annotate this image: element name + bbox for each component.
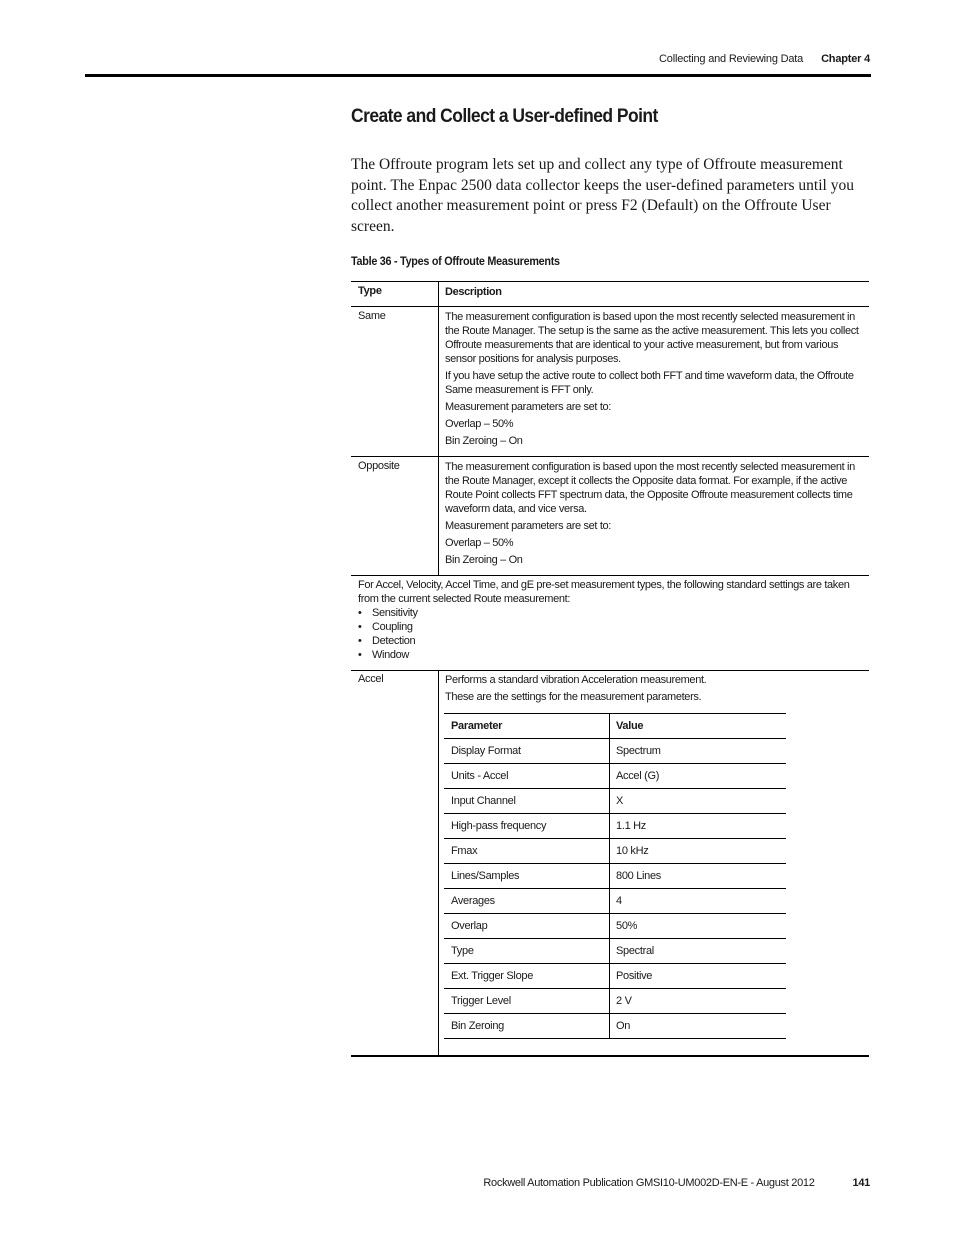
parameter-cell: Fmax: [445, 839, 610, 864]
desc-paragraph: Bin Zeroing – On: [445, 435, 523, 447]
parameter-cell: High-pass frequency: [445, 814, 610, 839]
table-row: [445, 989, 787, 1014]
column-header-description: Description: [445, 286, 502, 298]
section-title: Create and Collect a User-defined Point: [351, 106, 658, 127]
table-row: [445, 864, 787, 889]
header-rule: [85, 74, 871, 77]
parameter-cell: Units - Accel: [445, 764, 610, 789]
value-cell: Accel (G): [610, 764, 787, 789]
table-row: [445, 964, 787, 989]
parameter-cell: Lines/Samples: [445, 864, 610, 889]
row-type-same: Same: [358, 310, 386, 322]
value-cell: On: [610, 1014, 787, 1039]
table-header-rule: [351, 306, 869, 307]
column-header-type: Type: [358, 285, 382, 297]
table-row: [445, 914, 787, 939]
parameter-cell: Averages: [445, 889, 610, 914]
list-item: • Detection: [358, 634, 864, 648]
desc-paragraph: These are the settings for the measurement parameters.: [445, 691, 702, 703]
list-item: • Sensitivity: [358, 606, 864, 620]
running-header: [659, 53, 870, 65]
value-header: Value: [610, 714, 787, 739]
desc-paragraph: The measurement configuration is based upon the most recently selected measurement in the Route Manager. The setup is the same as the active measurement. This lets you collect Offroute measurements that are identical to your active measurement, but from various sensor positions for analysis purposes.: [445, 311, 859, 365]
table-header-row: [445, 714, 787, 739]
value-cell: Spectrum: [610, 739, 787, 764]
row-type-opposite: Opposite: [358, 460, 400, 472]
preset-note-text: For Accel, Velocity, Accel Time, and gE pre-set measurement types, the following standard settings are taken from the current selected Route measurement:: [358, 579, 850, 605]
row-divider: [351, 670, 869, 671]
desc-paragraph: Performs a standard vibration Acceleration measurement.: [445, 674, 707, 686]
desc-paragraph: Overlap – 50%: [445, 418, 514, 430]
row-divider: [351, 575, 869, 576]
intro-paragraph: The Offroute program lets set up and collect any type of Offroute measurement point. The Enpac 2500 data collector keeps the user-defined parameters until you collect another measurement point or press F2 (Default) on the Offroute User screen.: [351, 156, 854, 235]
desc-paragraph: Measurement parameters are set to:: [445, 401, 612, 413]
value-cell: Positive: [610, 964, 787, 989]
desc-paragraph: The measurement configuration is based upon the most recently selected measurement in the Route Manager, except it collects the Opposite data format. For example, if the active Route Point collects FFT spectrum data, the Opposite Offroute measurement collects time waveform data, and vice versa.: [445, 461, 855, 515]
parameter-cell: Ext. Trigger Slope: [445, 964, 610, 989]
row-desc-accel: [445, 673, 865, 707]
page-number: 141: [852, 1177, 870, 1189]
table-row: [445, 889, 787, 914]
accel-parameter-table: [444, 713, 786, 1039]
value-cell: 4: [610, 889, 787, 914]
value-cell: 2 V: [610, 989, 787, 1014]
parameter-cell: Input Channel: [445, 789, 610, 814]
preset-note: [358, 578, 864, 662]
row-divider: [351, 456, 869, 457]
table-row: [445, 739, 787, 764]
row-desc-same: [445, 310, 865, 451]
value-cell: 1.1 Hz: [610, 814, 787, 839]
value-cell: Spectral: [610, 939, 787, 964]
preset-settings-list: [358, 606, 864, 662]
desc-paragraph: If you have setup the active route to collect both FFT and time waveform data, the Offroute Same measurement is FFT only.: [445, 370, 854, 396]
table-row: [445, 1014, 787, 1039]
desc-paragraph: Overlap – 50%: [445, 537, 514, 549]
parameter-cell: Trigger Level: [445, 989, 610, 1014]
value-cell: 800 Lines: [610, 864, 787, 889]
list-item: • Coupling: [358, 620, 864, 634]
parameter-cell: Type: [445, 939, 610, 964]
table-row: [445, 764, 787, 789]
running-header-chapter: Chapter 4: [821, 53, 870, 65]
value-cell: 50%: [610, 914, 787, 939]
parameter-cell: Display Format: [445, 739, 610, 764]
column-divider: [438, 281, 439, 575]
table-row: [445, 789, 787, 814]
parameter-cell: Bin Zeroing: [445, 1014, 610, 1039]
parameter-cell: Overlap: [445, 914, 610, 939]
running-header-section: Collecting and Reviewing Data: [659, 53, 804, 65]
row-desc-opposite: [445, 460, 865, 570]
table-row: [445, 839, 787, 864]
desc-paragraph: Measurement parameters are set to:: [445, 520, 612, 532]
table-caption: Table 36 - Types of Offroute Measurements: [351, 254, 560, 268]
page-footer: [0, 1177, 870, 1189]
parameter-header: Parameter: [445, 714, 610, 739]
column-divider: [438, 670, 439, 1056]
table-row: [445, 814, 787, 839]
table-row: [445, 939, 787, 964]
desc-paragraph: Bin Zeroing – On: [445, 554, 523, 566]
table-bottom-rule: [351, 1055, 869, 1057]
table-top-rule: [351, 281, 869, 282]
value-cell: 10 kHz: [610, 839, 787, 864]
row-type-accel: Accel: [358, 673, 384, 685]
value-cell: X: [610, 789, 787, 814]
list-item: • Window: [358, 648, 864, 662]
publication-info: Rockwell Automation Publication GMSI10-UM002D-EN-E - August 2012: [483, 1177, 815, 1189]
